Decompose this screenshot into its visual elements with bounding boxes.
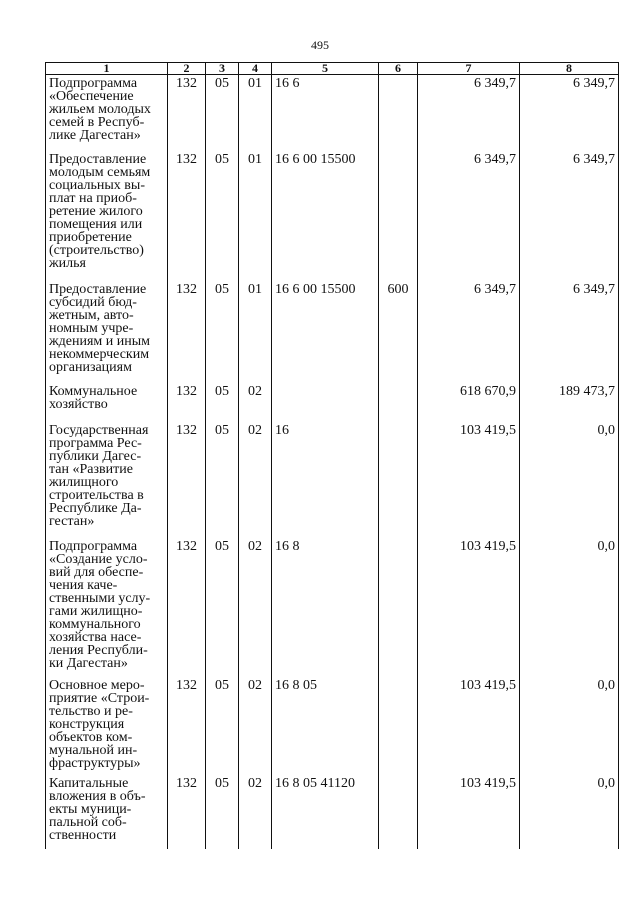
item-name [49,540,164,670]
item-name-cell [46,538,168,677]
item-name-line: чения каче- [49,577,118,593]
item-name-cell [46,75,168,151]
table-row [46,281,619,383]
subsection-cell: 01 [239,281,272,383]
table-row [46,422,619,538]
item-name [49,679,164,770]
section-cell: 05 [206,538,239,677]
item-name-line: Республике Да- [49,500,142,516]
section-cell: 05 [206,281,239,383]
subsection-cell: 02 [239,538,272,677]
column-header: 8 [520,63,619,75]
code-cell: 132 [168,281,206,383]
expense-type-cell [379,422,418,538]
item-name [49,385,164,411]
item-name-line: екты муници- [49,801,132,817]
subsection-cell: 01 [239,75,272,151]
amount-cell: 6 349,7 [520,151,619,281]
amount-cell: 103 419,5 [418,677,520,775]
item-name-line: конструкция [49,716,125,732]
item-name-line: субсидий бюд- [49,294,137,310]
expense-type-cell: 600 [379,281,418,383]
section-cell: 05 [206,383,239,422]
item-name-cell [46,151,168,281]
item-name-line: объектов ком- [49,729,133,745]
item-name-line: ственными услу- [49,590,151,606]
item-name-line: пальной соб- [49,814,127,830]
item-name-line: (строительство) [49,242,144,258]
section-cell: 05 [206,677,239,775]
target-article-cell: 16 6 [272,75,379,151]
subsection-cell: 02 [239,383,272,422]
item-name-line: строительства в [49,487,144,503]
column-header: 5 [272,63,379,75]
code-cell: 132 [168,422,206,538]
expense-type-cell [379,75,418,151]
section-cell: 05 [206,75,239,151]
amount-cell: 103 419,5 [418,538,520,677]
item-name [49,153,164,270]
item-name-cell [46,677,168,775]
item-name-line: публики Дагес- [49,448,142,464]
code-cell: 132 [168,75,206,151]
amount-cell: 618 670,9 [418,383,520,422]
target-article-cell: 16 8 05 [272,677,379,775]
amount-cell: 6 349,7 [520,281,619,383]
target-article-cell: 16 6 00 15500 [272,151,379,281]
item-name-line: хозяйство [49,396,108,412]
subsection-cell: 02 [239,422,272,538]
table-row [46,75,619,151]
amount-cell: 0,0 [520,775,619,849]
expense-type-cell [379,151,418,281]
item-name-line: ждениям и иным [49,333,151,349]
item-name [49,283,164,374]
item-name-line: семей в Респуб- [49,115,145,130]
item-name-line: Капитальные [49,775,129,791]
amount-cell: 6 349,7 [418,151,520,281]
item-name-line: жильем молодых [49,102,151,117]
item-name-line: ретение жилого [49,203,143,219]
column-header: 2 [168,63,206,75]
expense-type-cell [379,383,418,422]
item-name-line: мунальной ин- [49,742,138,758]
item-name-line: лике Дагестан» [49,128,141,143]
column-header: 3 [206,63,239,75]
item-name-line: номным учре- [49,320,134,336]
target-article-cell: 16 8 05 41120 [272,775,379,849]
item-name-line: Государственная [49,422,149,438]
item-name-line: «Обеспечение [49,89,134,104]
item-name-line: помещения или [49,216,143,232]
table-row [46,775,619,849]
code-cell: 132 [168,677,206,775]
item-name-line: хозяйства насе- [49,629,142,645]
budget-table [45,62,619,849]
section-cell: 05 [206,775,239,849]
expense-type-cell [379,677,418,775]
item-name-line: тельство и ре- [49,703,133,719]
item-name-line: Предоставление [49,151,147,167]
item-name-cell [46,775,168,849]
item-name-line: ки Дагестан» [49,655,128,671]
subsection-cell: 02 [239,677,272,775]
code-cell: 132 [168,538,206,677]
amount-cell: 6 349,7 [418,281,520,383]
item-name-line: «Создание усло- [49,551,148,567]
target-article-cell: 16 8 [272,538,379,677]
item-name-line: приятие «Строи- [49,690,150,706]
target-article-cell [272,383,379,422]
item-name-line: тан «Развитие [49,461,133,477]
subsection-cell: 01 [239,151,272,281]
item-name-line: вложения в объ- [49,788,146,804]
subsection-cell: 02 [239,775,272,849]
item-name-cell [46,281,168,383]
item-name-line: фраструктуры» [49,755,141,771]
item-name-line: молодым семьям [49,164,151,180]
table-row [46,538,619,677]
column-header: 1 [46,63,168,75]
item-name [49,424,164,528]
item-name-line: коммунального [49,616,141,632]
amount-cell: 103 419,5 [418,775,520,849]
item-name-line: организациям [49,359,132,375]
item-name-cell [46,422,168,538]
item-name-cell [46,383,168,422]
item-name-line: жилищного [49,474,119,490]
item-name-line: гестан» [49,513,95,529]
amount-cell: 6 349,7 [418,75,520,151]
item-name-line: приобретение [49,229,132,245]
item-name-line: ственности [49,827,117,843]
target-article-cell: 16 6 00 15500 [272,281,379,383]
item-name-line: гами жилищно- [49,603,143,619]
table-row [46,677,619,775]
table-row [46,151,619,281]
table-body [46,75,619,849]
expense-type-cell [379,775,418,849]
item-name-line: ления Республи- [49,642,148,658]
target-article-cell: 16 [272,422,379,538]
item-name-line: плат на приоб- [49,190,137,206]
code-cell: 132 [168,151,206,281]
page-number: 495 [311,38,329,52]
amount-cell: 103 419,5 [418,422,520,538]
section-cell: 05 [206,151,239,281]
column-header-row [46,63,619,75]
item-name-line: жетным, авто- [49,307,134,323]
item-name-line: жилья [49,255,86,271]
item-name-line: Предоставление [49,281,147,297]
section-cell: 05 [206,422,239,538]
item-name-line: программа Рес- [49,435,142,451]
expense-type-cell [379,538,418,677]
amount-cell: 0,0 [520,422,619,538]
item-name-line: Подпрограмма [49,538,138,554]
code-cell: 132 [168,775,206,849]
table-row [46,383,619,422]
code-cell: 132 [168,383,206,422]
item-name [49,777,164,842]
item-name-line: Подпрограмма [49,76,138,91]
column-header: 6 [379,63,418,75]
item-name-line: вий для обеспе- [49,564,144,580]
item-name-line: Коммунальное [49,383,138,399]
amount-cell: 6 349,7 [520,75,619,151]
amount-cell: 0,0 [520,538,619,677]
amount-cell: 189 473,7 [520,383,619,422]
amount-cell: 0,0 [520,677,619,775]
item-name [49,77,164,142]
column-header: 7 [418,63,520,75]
item-name-line: Основное меро- [49,677,145,693]
column-header: 4 [239,63,272,75]
item-name-line: некоммерческим [49,346,150,362]
item-name-line: социальных вы- [49,177,145,193]
